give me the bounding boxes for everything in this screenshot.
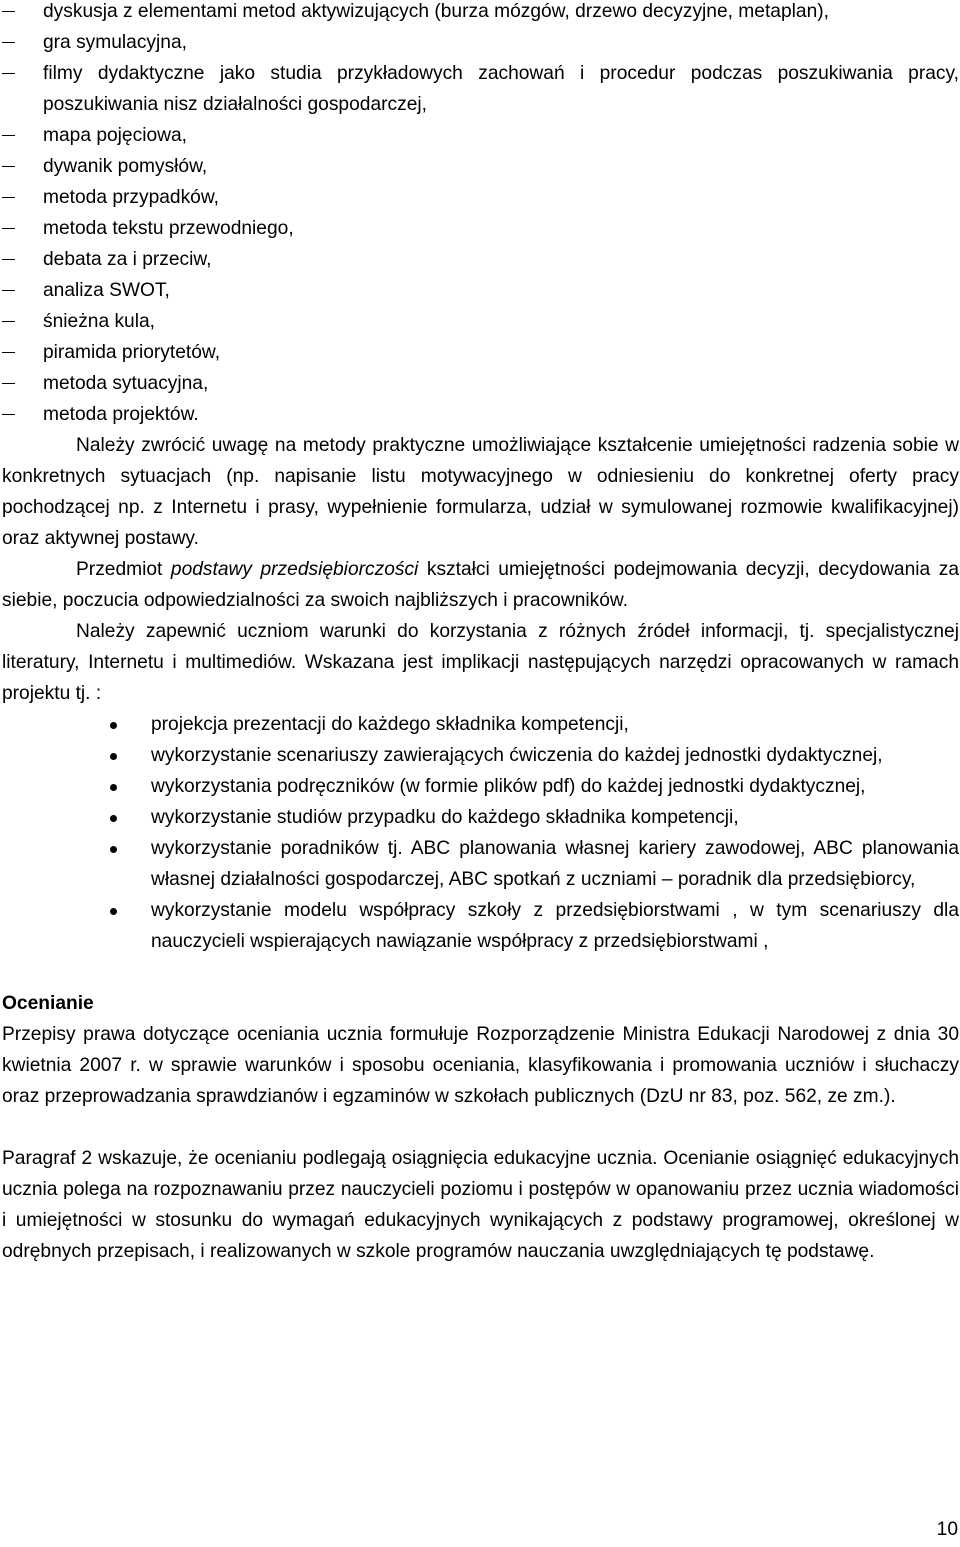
bullet-marker <box>110 815 117 822</box>
paragraph-regulation: Przepisy prawa dotyczące oceniania ucznia formułuje Rozporządzenie Ministra Edukacji Narodowej z dnia 30 kwietnia 2007 r. w sprawie warunków i sposobu oceniania, klasyfikowania i promowania uczniów i słuchaczy oraz przeprowadzania sprawdzianów i egzaminów w szkołach publicznych (DzU nr 83, poz. 562, ze zm.). <box>2 1024 959 1107</box>
list-item: mapa pojęciowa, <box>2 120 959 151</box>
dash-marker <box>2 73 15 74</box>
bullet-marker <box>110 908 117 915</box>
list-item: metoda projektów. <box>2 399 959 430</box>
list-item: projekcja prezentacji do każdego składnika kompetencji, <box>151 709 959 740</box>
bullet-marker <box>110 753 117 760</box>
page-number: 10 <box>936 1519 958 1540</box>
list-item: metoda tekstu przewodniego, <box>2 213 959 244</box>
paragraph-entrepreneurship: Przedmiot podstawy przedsiębiorczości kształci umiejętności podejmowania decyzji, decydowania za siebie, poczucia odpowiedzialności za swoich najbliższych i pracowników. <box>2 559 959 611</box>
paragraph-practical-methods: Należy zwrócić uwagę na metody praktyczne umożliwiające kształcenie umiejętności radzenia sobie w konkretnych sytuacjach (np. napisanie listu motywacyjnego w odniesieniu do konkretnej oferty pracy pochodzącej np. z Internetu i prasy, wypełnienie formularza, udział w symulowanej rozmowie kwalifikacyjnej) oraz aktywnej postawy. <box>2 435 959 549</box>
list-item: wykorzystanie modelu współpracy szkoły z przedsiębiorstwami , w tym scenariuszy dla nauczycieli wspierających nawiązanie współpracy z przedsiębiorstwami , <box>151 895 959 957</box>
list-item: filmy dydaktyczne jako studia przykładowych zachowań i procedur podczas poszukiwania pracy, poszukiwania nisz działalności gospodarczej, <box>2 58 959 120</box>
dash-marker <box>2 228 15 229</box>
subject-name: podstawy przedsiębiorczości <box>170 559 419 580</box>
list-item: metoda przypadków, <box>2 182 959 213</box>
dash-marker <box>2 259 15 260</box>
list-item: śnieżna kula, <box>2 306 959 337</box>
list-item: dywanik pomysłów, <box>2 151 959 182</box>
dash-marker <box>2 414 15 415</box>
dash-marker <box>2 11 15 12</box>
bullet-marker <box>110 722 117 729</box>
dash-marker <box>2 352 15 353</box>
dash-marker <box>2 197 15 198</box>
tools-list <box>2 709 959 957</box>
list-item: wykorzystanie poradników tj. ABC planowania własnej kariery zawodowej, ABC planowania własnej działalności gospodarczej, ABC spotkań z uczniami – poradnik dla przedsiębiorcy, <box>151 833 959 895</box>
document-content <box>2 0 959 1267</box>
section-heading: Ocenianie <box>2 993 94 1014</box>
list-item: wykorzystania podręczników (w formie plików pdf) do każdej jednostki dydaktycznej, <box>151 771 959 802</box>
bullet-marker <box>110 784 117 791</box>
list-item: piramida priorytetów, <box>2 337 959 368</box>
dash-marker <box>2 321 15 322</box>
list-item: debata za i przeciw, <box>2 244 959 275</box>
dash-marker <box>2 42 15 43</box>
list-item: metoda sytuacyjna, <box>2 368 959 399</box>
dash-marker <box>2 166 15 167</box>
list-item: dyskusja z elementami metod aktywizujących (burza mózgów, drzewo decyzyjne, metaplan), <box>2 0 959 27</box>
spacer <box>2 957 959 988</box>
list-item: wykorzystanie scenariuszy zawierających ćwiczenia do każdej jednostki dydaktycznej, <box>151 740 959 771</box>
methods-list <box>2 0 959 430</box>
paragraph-resources: Należy zapewnić uczniom warunki do korzystania z różnych źródeł informacji, tj. specjalistycznej literatury, Internetu i multimediów. Wskazana jest implikacji następujących narzędzi opracowanych w ramach projektu tj. : <box>2 621 959 704</box>
list-item: wykorzystanie studiów przypadku do każdego składnika kompetencji, <box>151 802 959 833</box>
dash-marker <box>2 290 15 291</box>
dash-marker <box>2 383 15 384</box>
spacer <box>2 1112 959 1143</box>
bullet-marker <box>110 846 117 853</box>
dash-marker <box>2 135 15 136</box>
paragraph-assessment: Paragraf 2 wskazuje, że ocenianiu podlegają osiągnięcia edukacyjne ucznia. Ocenianie osiągnięć edukacyjnych ucznia polega na rozpoznawaniu przez nauczycieli poziomu i postępów w opanowaniu przez ucznia wiadomości i umiejętności w stosunku do wymagań edukacyjnych wynikających z podstawy programowej, określonej w odrębnych przepisach, i realizowanych w szkole programów nauczania uwzględniających tę podstawę. <box>2 1148 959 1262</box>
list-item: analiza SWOT, <box>2 275 959 306</box>
list-item: gra symulacyjna, <box>2 27 959 58</box>
